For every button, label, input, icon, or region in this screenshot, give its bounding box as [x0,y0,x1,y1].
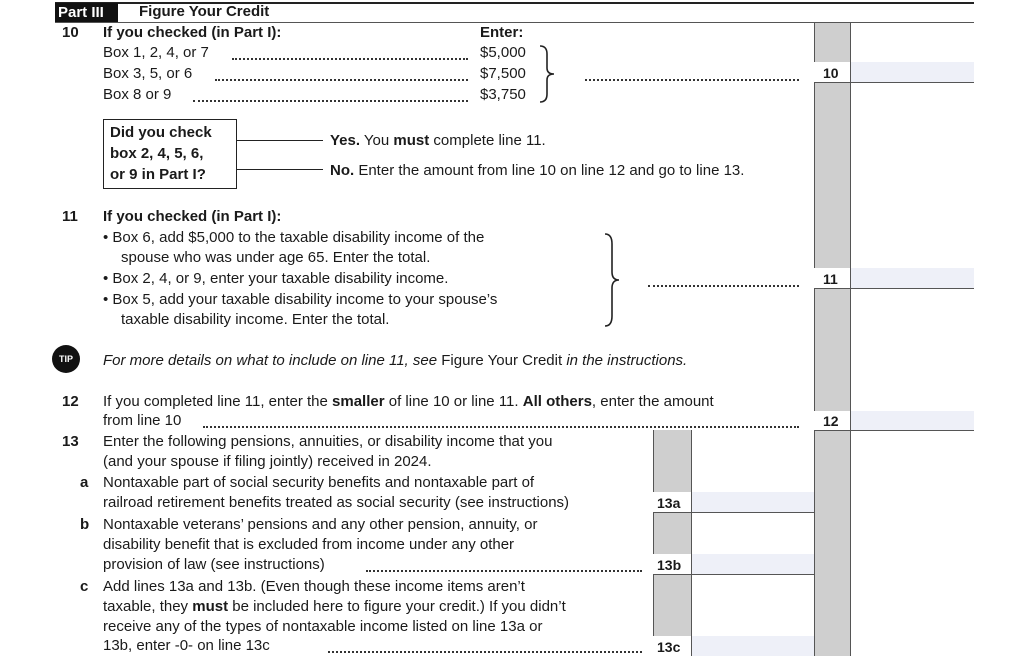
line-13b-field[interactable] [692,554,814,574]
line-11-field[interactable] [851,268,974,288]
line-11-bullet: • Box 5, add your taxable disability income to your spouse’s [103,291,498,308]
line-10-row-amount: $5,000 [480,44,526,61]
line-10-field[interactable] [851,62,974,82]
line-12-field[interactable] [851,411,974,430]
line-10-box-label: 10 [823,65,839,81]
line-13a-box-label: 13a [657,495,681,511]
line-13a-field[interactable] [692,492,814,512]
line-13b-box-label: 13b [657,557,682,573]
line-number: 13 [62,433,79,450]
yes-answer: Yes. You must complete line 11. [330,132,546,149]
line-11-bullet: • Box 6, add $5,000 to the taxable disability income of the [103,229,485,246]
enter-label: Enter: [480,24,524,41]
line-13c-text: Add lines 13a and 13b. (Even though these income items aren’t [103,578,525,595]
line-13b-letter: b [80,516,90,533]
line-12-box-label: 12 [823,413,839,429]
line-13a-text: Nontaxable part of social security benefits and nontaxable part of [103,474,535,491]
line-13b-text: disability benefit that is excluded from income under any other [103,536,515,553]
line-13b-text: Nontaxable veterans’ pensions and any other pension, annuity, or [103,516,538,533]
line-number: 11 [62,208,78,225]
line-13c-box-label: 13c [657,639,681,655]
line-11-bullet: • Box 2, 4, or 9, enter your taxable disability income. [103,270,449,287]
line-13-text: (and your spouse if filing jointly) received in 2024. [103,453,432,470]
line-13c-letter: c [80,578,89,595]
line-13b-text: provision of law (see instructions) [103,556,325,573]
question-line: Did you check [110,124,212,141]
line-13c-text: taxable, they must be included here to figure your credit.) If you didn’t [103,598,566,615]
line-10-row-amount: $7,500 [480,65,526,82]
part-tag: Part III [55,3,118,22]
question-line: box 2, 4, 5, 6, [110,145,204,162]
brace-icon [538,44,556,104]
line-10-row-amount: $3,750 [480,86,526,103]
line-number: 10 [62,24,79,41]
line-11-bullet: taxable disability income. Enter the total. [121,311,390,328]
line-13c-text: 13b, enter -0- on line 13c [103,637,270,654]
brace-icon [603,232,621,328]
line-13c-field[interactable] [692,636,814,656]
line-13-text: Enter the following pensions, annuities, or disability income that you [103,433,553,450]
line-11-bullet: spouse who was under age 65. Enter the total. [121,249,431,266]
shaded-column [814,23,850,656]
line-11-heading: If you checked (in Part I): [103,208,282,225]
line-10-row-label: Box 8 or 9 [103,86,172,103]
question-line: or 9 in Part I? [110,166,206,183]
decision-box [103,119,237,189]
line-13a-text: railroad retirement benefits treated as social security (see instructions) [103,494,570,511]
line-13c-text: receive any of the types of nontaxable income listed on line 13a or [103,618,543,635]
line-10-row-label: Box 3, 5, or 6 [103,65,193,82]
yes-connector [237,140,323,141]
no-answer: No. Enter the amount from line 10 on line 12 and go to line 13. [330,162,745,179]
line-13a-letter: a [80,474,89,491]
line-number: 12 [62,393,79,410]
line-10-row-label: Box 1, 2, 4, or 7 [103,44,209,61]
tip-icon: TIP [52,345,80,373]
tip-text: For more details on what to include on line 11, see Figure Your Credit in the instructions. [103,352,688,369]
no-connector [237,169,323,170]
line-10-heading: If you checked (in Part I): [103,24,282,41]
line-12-text: from line 10 [103,412,182,429]
part-title: Figure Your Credit [139,3,270,20]
line-12-text: If you completed line 11, enter the smaller of line 10 or line 11. All others, enter the amount [103,393,714,410]
line-11-box-label: 11 [823,271,838,287]
